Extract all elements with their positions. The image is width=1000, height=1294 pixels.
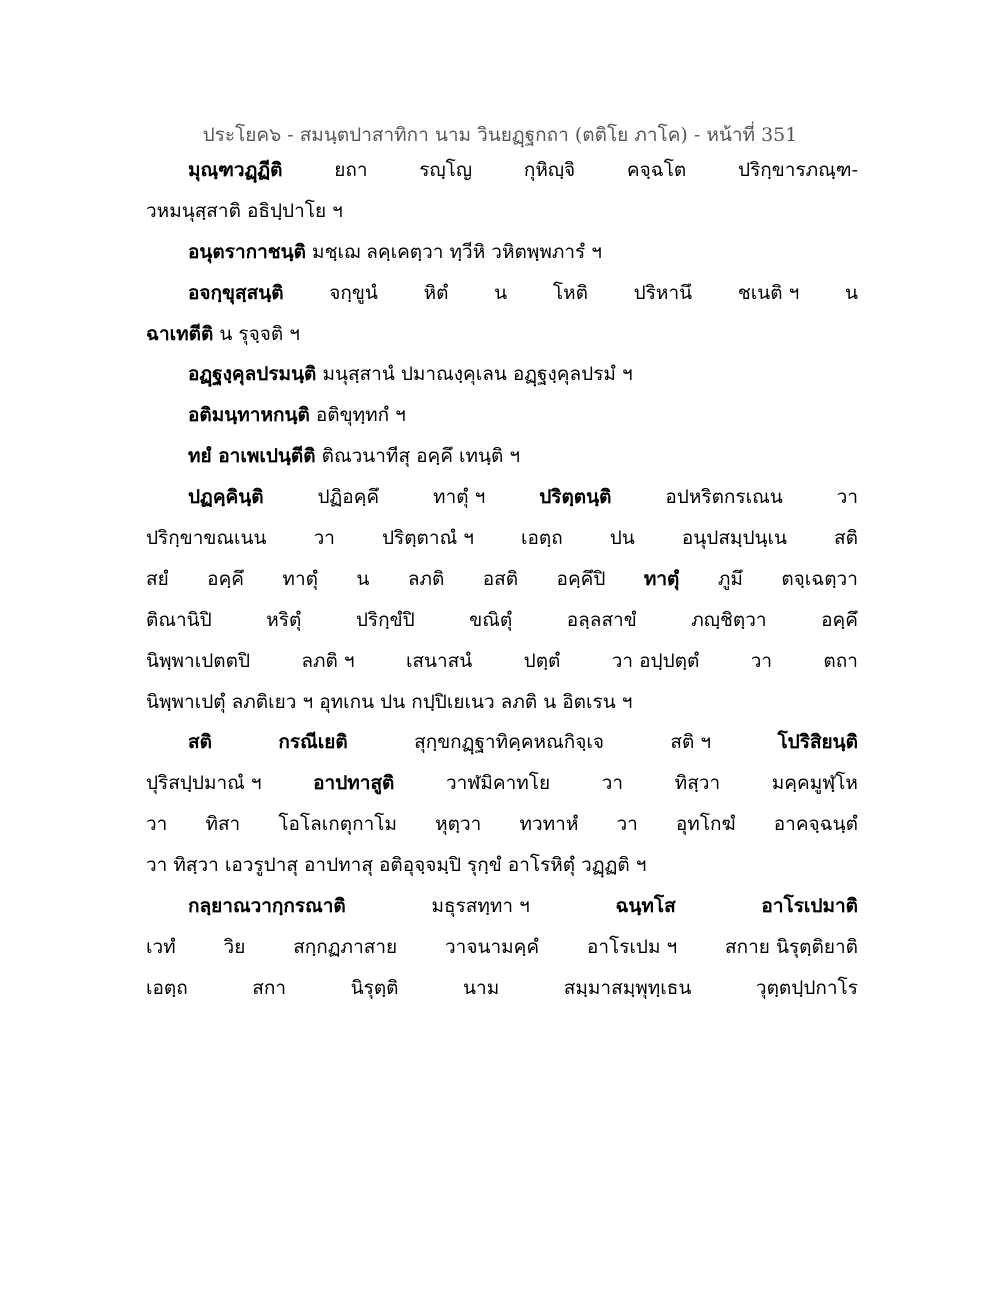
bold-term: อาปทาสูติ bbox=[313, 772, 395, 795]
text-line bbox=[146, 191, 858, 232]
text-segment: ทวทาหํ bbox=[519, 813, 579, 836]
text-segment: นาม bbox=[463, 976, 500, 999]
text-segment: ปตฺตํ bbox=[523, 649, 561, 672]
text-segment: ทาตุํ ฯ bbox=[433, 486, 486, 509]
text-segment: กุหิญฺจิ bbox=[523, 159, 576, 181]
text-segment: วุตฺตปฺปกาโร bbox=[755, 976, 858, 999]
text-segment: อาคจฺฉนฺตํ bbox=[773, 813, 858, 836]
text-segment: มชฺเฌ ลคฺเคตฺวา ทฺวีหิ วหิตพฺพภารํ ฯ bbox=[306, 240, 602, 263]
bold-term: สติ bbox=[188, 731, 212, 754]
text-segment: วา bbox=[146, 813, 168, 836]
text-segment: อคฺคึ bbox=[821, 608, 858, 631]
text-segment: วา ทิสฺวา เอวรูปาสุ อาปทาสุ อติอุจฺจมฺปิ รุกฺขํ อาโรหิตุํ วฏฺฏติ ฯ bbox=[146, 854, 647, 877]
text-segment: อุทโกฆํ bbox=[675, 813, 736, 836]
text-line bbox=[146, 886, 858, 927]
text-segment: โหติ bbox=[552, 281, 588, 304]
bold-term: อาโรเปมาติ bbox=[761, 895, 858, 918]
bold-term: กรณีเยติ bbox=[278, 731, 348, 754]
text-line bbox=[146, 559, 858, 600]
text-segment: นิพฺพาเปตตปิ bbox=[146, 649, 250, 672]
bold-term: อนุตรากาชนฺติ bbox=[188, 240, 307, 263]
text-segment: ปน bbox=[609, 527, 635, 550]
text-segment: ลภติ ฯ bbox=[301, 649, 355, 672]
text-line bbox=[146, 314, 858, 355]
bold-term: ฉนฺทโส bbox=[615, 895, 676, 918]
text-line bbox=[146, 600, 858, 641]
text-segment: อสติ bbox=[482, 567, 519, 590]
text-segment: โอโลเกตุกาโม bbox=[278, 813, 398, 836]
text-segment: วิย bbox=[223, 935, 246, 958]
text-segment: อลฺลสาขํ bbox=[566, 608, 637, 631]
bold-term: ทยํ อาเพเปนฺตีติ bbox=[188, 445, 316, 468]
text-segment: ขณิตุํ bbox=[469, 608, 513, 631]
text-segment: ภญฺชิตฺวา bbox=[691, 608, 767, 631]
text-line bbox=[146, 641, 858, 682]
text-line bbox=[146, 436, 858, 477]
text-segment: ภูมึ bbox=[717, 567, 743, 590]
text-segment: ทิสฺวา bbox=[674, 772, 721, 795]
text-segment: มนุสฺสานํ ปมาณงฺคุเลน อฏฺฐงฺคุลปรมํ ฯ bbox=[316, 363, 633, 386]
text-segment: วา bbox=[616, 813, 638, 836]
text-segment: ปริกฺขารภณฺฑ- bbox=[738, 159, 858, 181]
text-segment: ปริกฺขาขณเนน bbox=[146, 527, 267, 550]
text-line bbox=[146, 150, 858, 191]
body-text bbox=[146, 150, 858, 1009]
text-segment: วหมนุสฺสาติ อธิปฺปาโย ฯ bbox=[146, 199, 343, 222]
text-segment: สุกฺขกฏฺฐาทิคฺคหณกิจฺเจ bbox=[414, 731, 604, 754]
text-segment: สติ ฯ bbox=[670, 731, 712, 754]
text-segment: เอตฺถ bbox=[146, 976, 188, 999]
text-segment: อาโรเปม ฯ bbox=[586, 935, 678, 958]
text-segment: อติขุทฺทกํ ฯ bbox=[309, 404, 406, 427]
bold-term: อจกฺขุสฺสนฺติ bbox=[188, 281, 284, 304]
text-segment: ยถา bbox=[334, 159, 368, 181]
text-line bbox=[146, 395, 858, 436]
text-segment: น bbox=[356, 567, 370, 590]
bold-term: มุณฺฑวฏฺฏีติ bbox=[188, 159, 283, 181]
text-line bbox=[146, 354, 858, 395]
text-segment: ปริตฺตาณํ ฯ bbox=[381, 527, 474, 550]
text-segment: ปริกฺขํปิ bbox=[355, 608, 415, 631]
text-segment: ปุริสปฺปมาณํ ฯ bbox=[146, 772, 262, 795]
text-segment: ตจฺเฉตฺวา bbox=[781, 567, 858, 590]
text-line bbox=[146, 927, 858, 968]
text-segment: วาจนามคฺคํ bbox=[444, 935, 540, 958]
text-segment: ชเนติ ฯ bbox=[737, 281, 800, 304]
text-line bbox=[146, 518, 858, 559]
text-segment: นิรุตฺติ bbox=[350, 976, 399, 999]
text-segment: วา bbox=[313, 527, 335, 550]
text-segment: น bbox=[844, 281, 858, 304]
bold-term: ปริตฺตนฺติ bbox=[539, 486, 612, 509]
text-segment: เสนาสนํ bbox=[405, 649, 473, 672]
bold-term: อฏฺฐงฺคุลปรมนฺติ bbox=[188, 363, 317, 386]
bold-term: กลฺยาณวากฺกรณาติ bbox=[188, 895, 346, 918]
text-segment: ตถา bbox=[823, 649, 858, 672]
text-segment: สมฺมาสมฺพุทฺเธน bbox=[563, 976, 692, 999]
text-segment: คจฺฉโต bbox=[626, 159, 687, 181]
text-segment: วาฬมิคาทโย bbox=[446, 772, 551, 795]
text-segment: ทาตุํ bbox=[282, 567, 318, 590]
text-segment: หิตํ bbox=[423, 281, 449, 304]
text-segment: มธุรสทฺทา ฯ bbox=[431, 895, 530, 918]
text-segment: สยํ bbox=[146, 567, 169, 590]
text-line bbox=[146, 722, 858, 763]
text-segment: นิพฺพาเปตุํ ลภติเยว ฯ อุทเกน ปน กปฺปิเยเนว ลภติ น อิตเรน ฯ bbox=[146, 690, 633, 713]
text-segment: อนุปสมฺปนฺเน bbox=[681, 527, 787, 550]
bold-term: อติมนฺทาหกนฺติ bbox=[188, 404, 310, 427]
text-segment: ปฏิอคฺคึ bbox=[317, 486, 380, 509]
text-segment: ทิสา bbox=[205, 813, 241, 836]
text-segment: หุตฺวา bbox=[435, 813, 482, 836]
text-line bbox=[146, 273, 858, 314]
text-segment: วา bbox=[601, 772, 624, 795]
bold-term: ทาตุํ bbox=[643, 567, 680, 590]
bold-term: ปฏคฺคินฺติ bbox=[188, 486, 264, 509]
text-line bbox=[146, 232, 858, 273]
text-segment: เวทํ bbox=[146, 935, 176, 958]
text-segment: อคฺคึปิ bbox=[556, 567, 606, 590]
text-segment: เอตฺถ bbox=[520, 527, 563, 550]
text-segment: น รุจฺจติ ฯ bbox=[213, 322, 300, 345]
text-segment: ลภติ bbox=[407, 567, 445, 590]
text-segment: ติณานิปิ bbox=[146, 608, 212, 631]
bold-term: ฉาเทตีติ bbox=[146, 322, 214, 345]
text-segment: อคฺคึ bbox=[207, 567, 244, 590]
text-line bbox=[146, 763, 858, 804]
text-segment: อปหริตกรเณน bbox=[665, 486, 783, 509]
text-segment: มคฺคมูฬฺโห bbox=[771, 772, 858, 795]
text-segment: วา อปฺปตฺตํ bbox=[611, 649, 700, 672]
running-header: ประโยค๖ - สมนฺตปาสาทิกา นาม วินยฏฺฐกถา (ตติโย ภาโค) - หน้าที่ 351 bbox=[202, 124, 798, 146]
text-segment: หริตุํ bbox=[266, 608, 302, 631]
text-segment: ติณวนาทีสุ อคฺคึ เทนฺติ ฯ bbox=[315, 445, 521, 468]
text-line bbox=[146, 477, 858, 518]
bold-term: โปริสิยนฺติ bbox=[777, 731, 858, 754]
text-line bbox=[146, 968, 858, 1009]
text-line bbox=[146, 845, 858, 886]
text-segment: สติ bbox=[834, 527, 858, 550]
text-line bbox=[146, 804, 858, 845]
text-segment: วา bbox=[836, 486, 858, 509]
text-segment: สกาย นิรุตฺติยาติ bbox=[725, 935, 858, 958]
text-segment: สกฺกฏภาสาย bbox=[293, 935, 398, 958]
text-line bbox=[146, 682, 858, 723]
text-segment: รญฺโญ bbox=[419, 159, 473, 181]
text-segment: จกฺขูนํ bbox=[329, 281, 378, 304]
text-segment: วา bbox=[750, 649, 773, 672]
text-segment: ปริหานึ bbox=[633, 281, 693, 304]
text-segment: น bbox=[494, 281, 508, 304]
text-segment: สกา bbox=[252, 976, 287, 999]
